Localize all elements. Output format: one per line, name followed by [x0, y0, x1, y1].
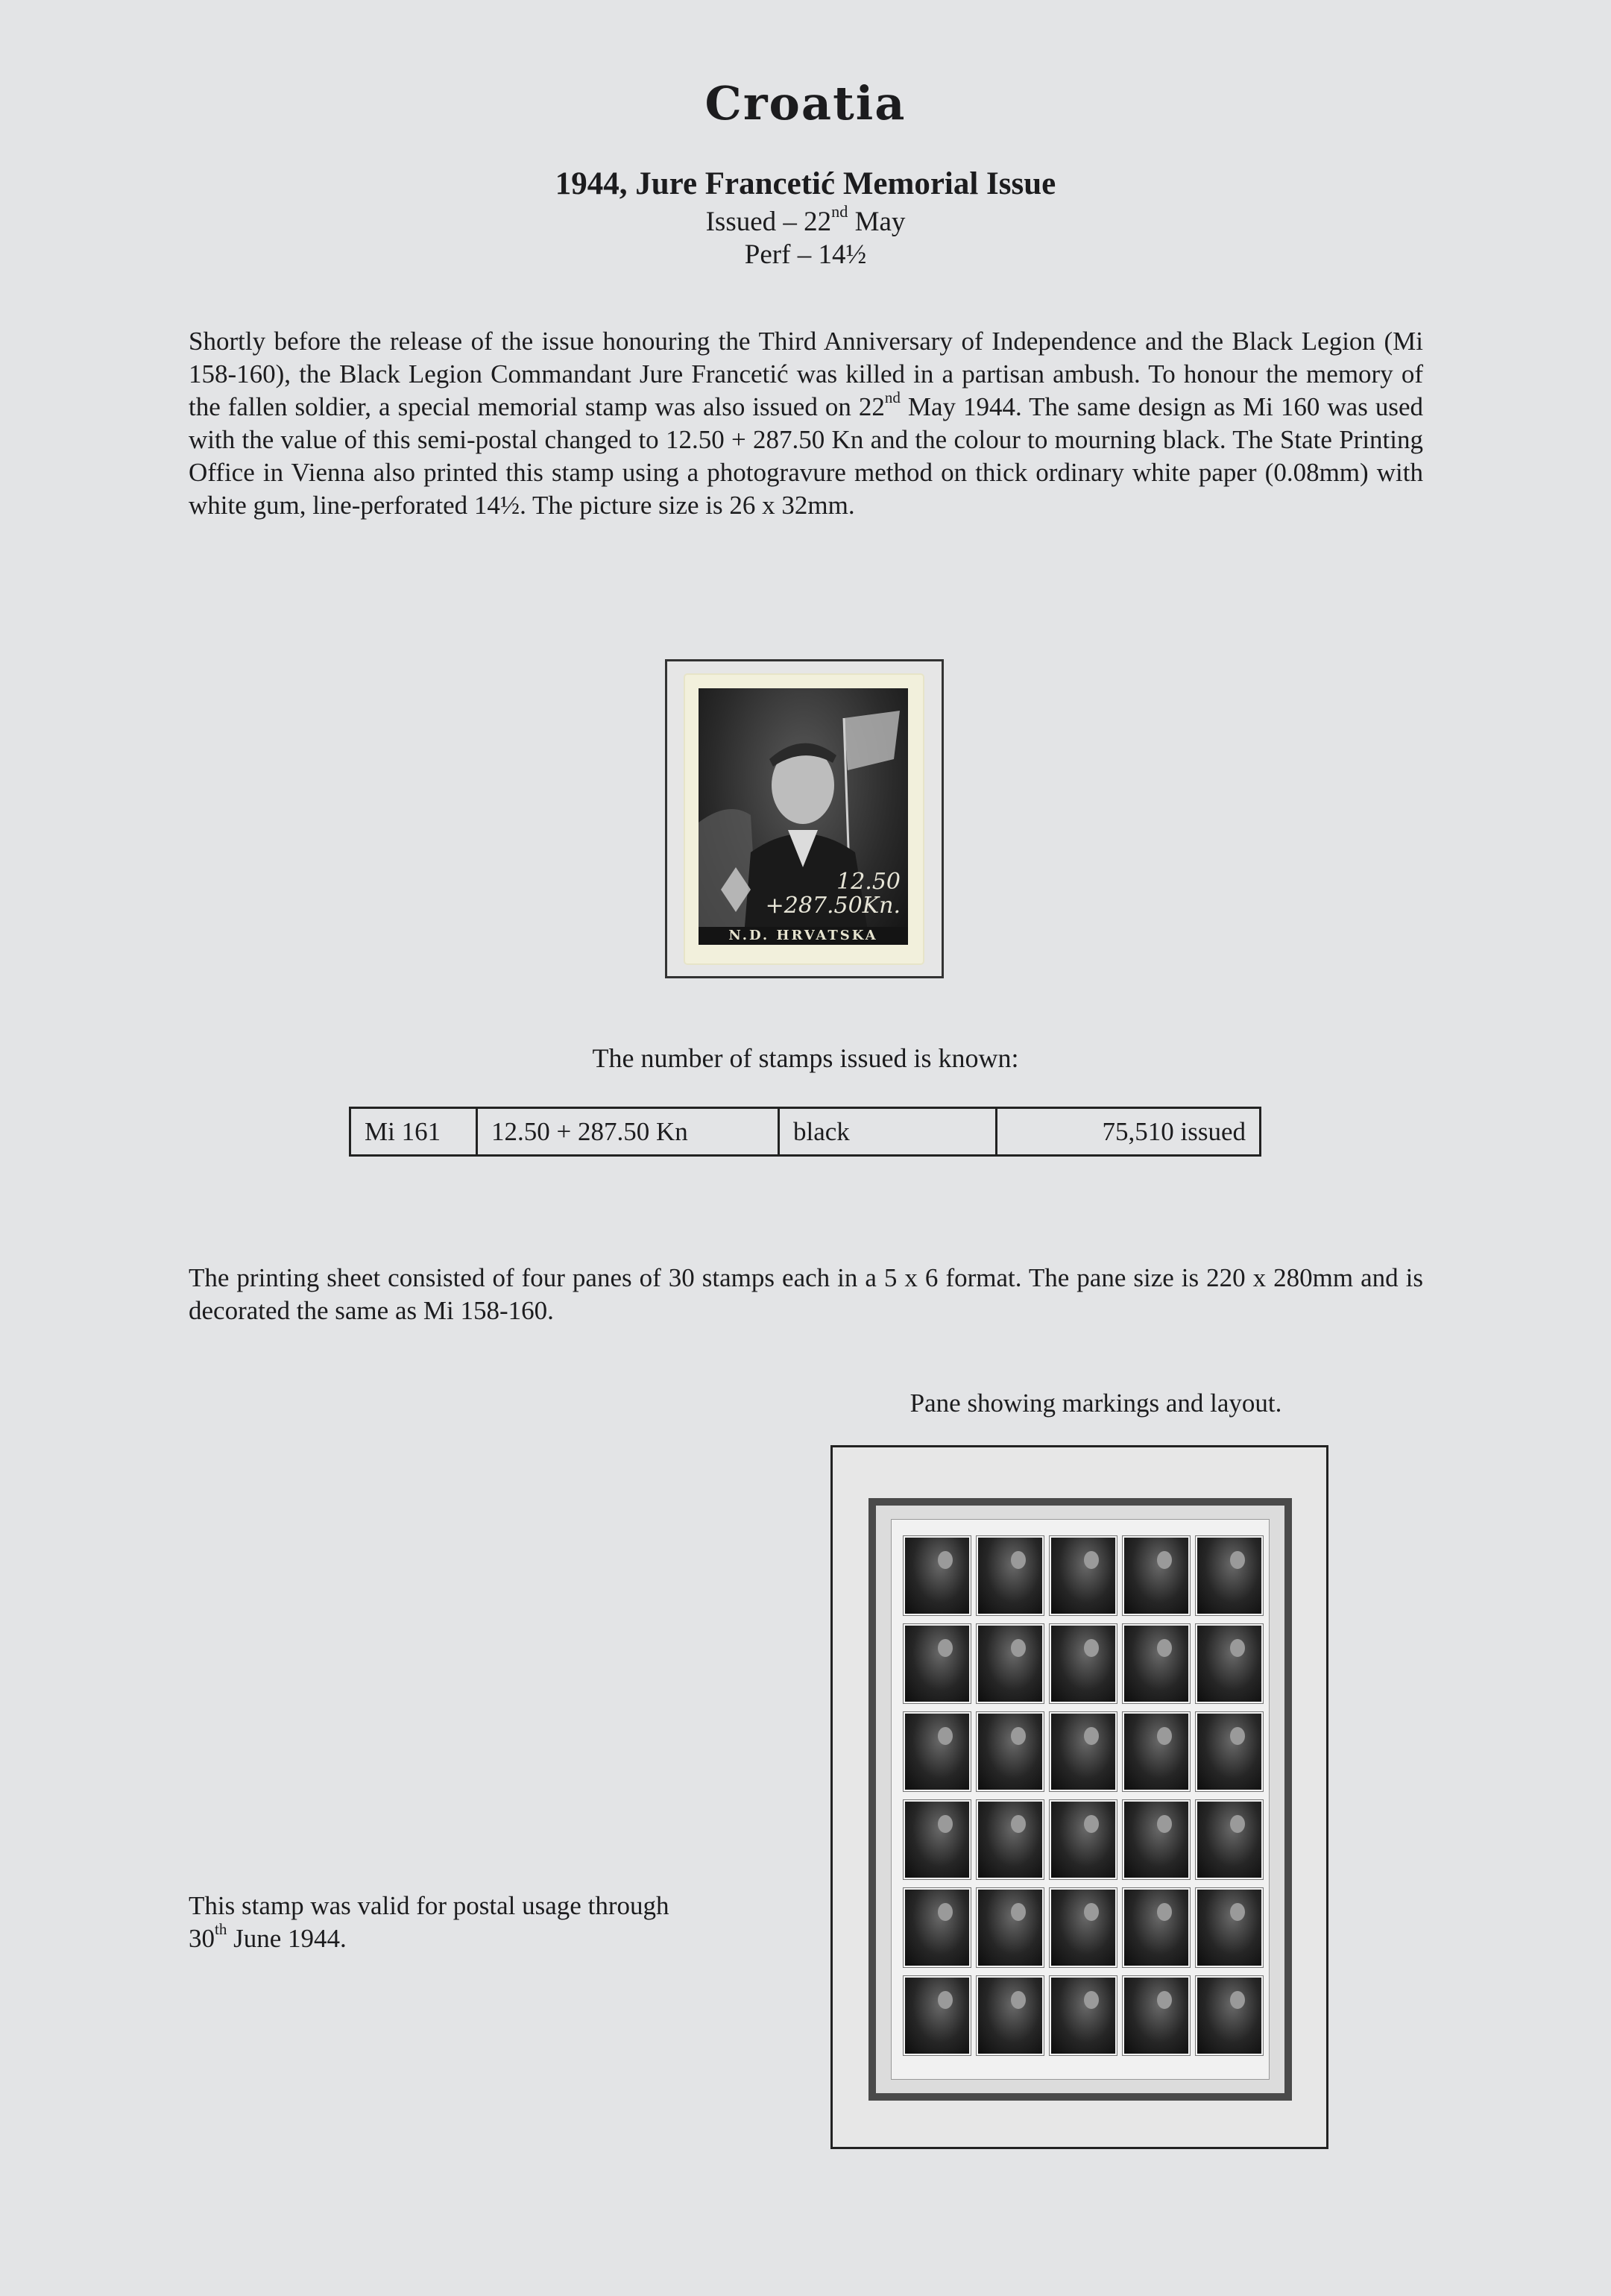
- issue-date-sup: nd: [831, 202, 848, 221]
- pane-stamp: [1196, 1800, 1263, 1879]
- value-cell: 12.50 + 287.50 Kn: [477, 1108, 779, 1156]
- pane-stamp: [904, 1888, 971, 1967]
- validity-sup: th: [215, 1920, 227, 1939]
- pane-frame: [830, 1445, 1328, 2149]
- pane-stamp: [1196, 1624, 1263, 1703]
- pane-stamp: [1196, 1536, 1263, 1615]
- pane-stamp: [904, 1624, 971, 1703]
- pane-stamp: [904, 1536, 971, 1615]
- pane-stamp: [1050, 1888, 1117, 1967]
- stamp-value-base: 12.50: [836, 869, 901, 895]
- pane-stamp: [977, 1888, 1044, 1967]
- intro-paragraph-sup: nd: [884, 389, 901, 407]
- pane-stamp: [977, 1800, 1044, 1879]
- pane-stamp: [977, 1536, 1044, 1615]
- issue-date: [0, 202, 1611, 238]
- pane-stamp: [1196, 1712, 1263, 1791]
- pane-stamp: [1196, 1976, 1263, 2055]
- perforation: Perf – 14½: [744, 239, 867, 270]
- pane-stamp: [1050, 1800, 1117, 1879]
- pane-stamp: [1050, 1536, 1117, 1615]
- pane-stamp: [977, 1624, 1044, 1703]
- sheet-paragraph: The printing sheet consisted of four panes of 30 stamps each in a 5 x 6 format. The pane size is 220 x 280mm and is decorated the same as Mi 158-160.: [189, 1263, 1423, 1325]
- stamp-value: [766, 870, 901, 918]
- pane-stamp: [1123, 1624, 1190, 1703]
- pane-sheet: [868, 1498, 1292, 2101]
- stamp-mount: [665, 659, 944, 978]
- issue-title: 1944, Jure Francetić Memorial Issue: [555, 166, 1056, 201]
- pane-stamp: [1050, 1712, 1117, 1791]
- validity-day: 30: [189, 1924, 215, 1953]
- pane-stamp: [1123, 1888, 1190, 1967]
- table-row: [350, 1108, 1261, 1156]
- pane-stamp: [904, 1800, 971, 1879]
- pane-caption: Pane showing markings and layout.: [909, 1388, 1282, 1418]
- page-heading: Croatia: [704, 76, 907, 130]
- pane-inner: [891, 1519, 1270, 2080]
- intro-paragraph-part1: Shortly before the release of the issue honouring the Third Anniversary of Independence and the Black Legion (Mi 158-160), the Black Legion Commandant Jure Francetić was killed in a partisan ambush. To honour the memory of the fallen soldier, a special memorial stamp was also issued on 22: [189, 327, 1423, 421]
- pane-stamp-grid: [904, 1536, 1263, 2055]
- pane-stamp: [977, 1712, 1044, 1791]
- issue-date-prefix: Issued – 22: [705, 207, 832, 237]
- stamp: [685, 675, 923, 963]
- pane-stamp: [1123, 1976, 1190, 2055]
- issued-count-intro: The number of stamps issued is known:: [592, 1043, 1019, 1073]
- issue-date-suffix: May: [848, 207, 906, 237]
- stamp-country-text: N.D. HRVATSKA: [699, 927, 908, 945]
- pane-stamp: [1123, 1712, 1190, 1791]
- issued-count-table: [349, 1107, 1261, 1157]
- validity-line1: This stamp was valid for postal usage through: [189, 1891, 669, 1920]
- pane-stamp: [1050, 1624, 1117, 1703]
- stamp-value-surcharge: +287.50Kn.: [765, 893, 901, 919]
- quantity-cell: 75,510 issued: [997, 1108, 1261, 1156]
- validity-suffix: June 1944.: [227, 1924, 347, 1953]
- colour-cell: black: [779, 1108, 997, 1156]
- pane-stamp: [1123, 1800, 1190, 1879]
- validity-note: [189, 1890, 755, 1955]
- pane-stamp: [1123, 1536, 1190, 1615]
- pane-stamp: [904, 1712, 971, 1791]
- catalogue-cell: Mi 161: [350, 1108, 477, 1156]
- pane-stamp: [977, 1976, 1044, 2055]
- intro-paragraph: [189, 325, 1423, 522]
- validity-line2: [189, 1922, 755, 1955]
- pane-stamp: [1196, 1888, 1263, 1967]
- stamp-portrait: [699, 688, 908, 945]
- pane-stamp: [1050, 1976, 1117, 2055]
- pane-stamp: [904, 1976, 971, 2055]
- intro-paragraph-part2: May 1944. The same design as Mi 160 was used with the value of this semi-postal changed to 12.50 + 287.50 Kn and the colour to mourning black. The State Printing Office in Vienna also printed this stamp using a photogravure method on thick ordinary white paper (0.08mm) with white gum, line-perforated 14½. The picture size is 26 x 32mm.: [189, 392, 1423, 520]
